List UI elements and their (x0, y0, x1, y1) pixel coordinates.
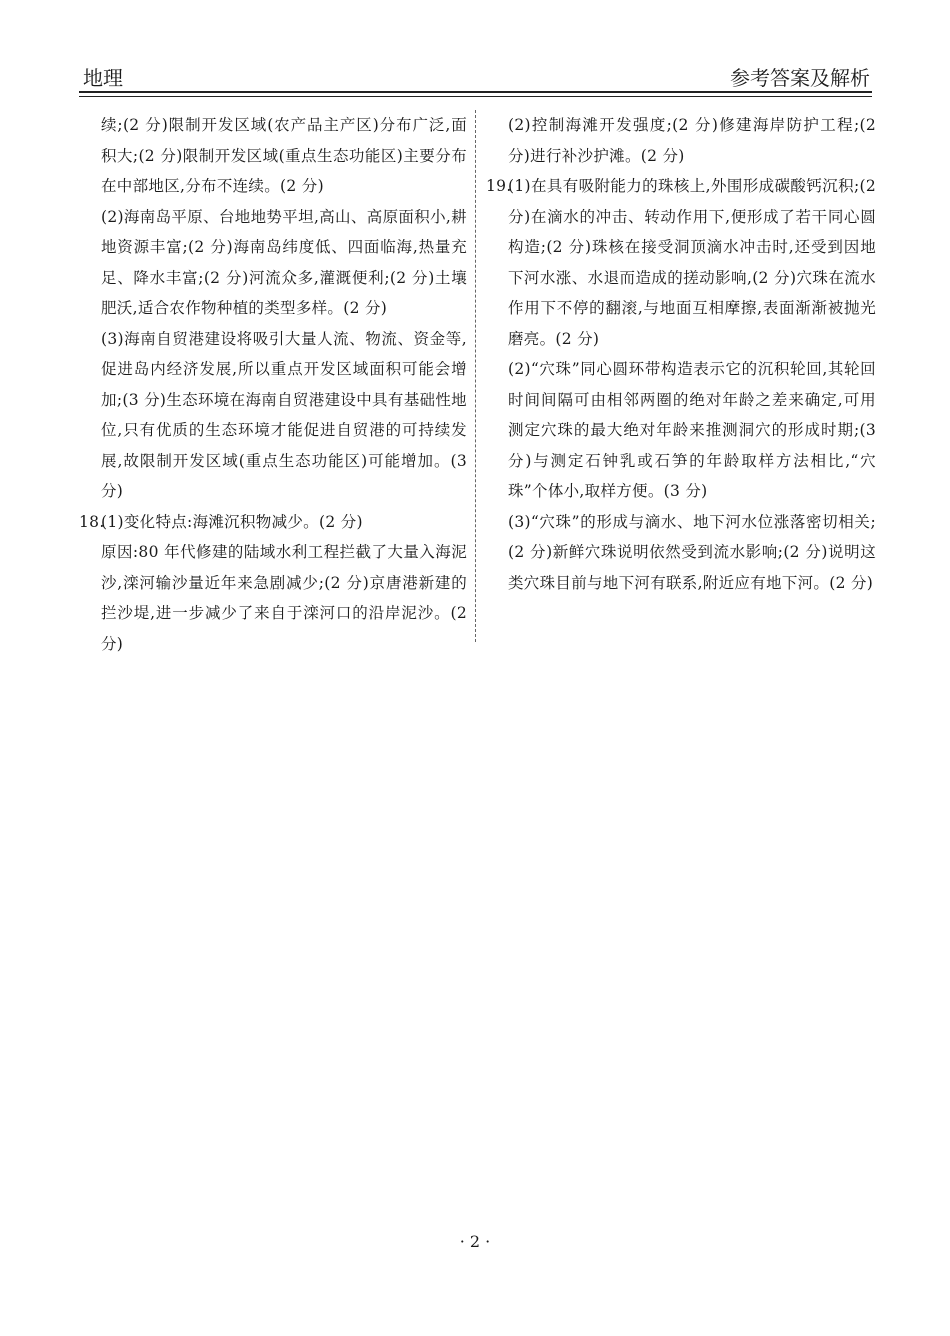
question-number: 19. (486, 177, 512, 195)
column-divider (475, 110, 476, 642)
q18-part-2: (2)控制海滩开发强度;(2 分)修建海岸防护工程;(2 分)进行补沙护滩。(2 分) (508, 116, 876, 165)
page-number: · 2 · (459, 1232, 491, 1251)
header-rule-thick (79, 91, 872, 93)
q18-part-1: (1)变化特点:海滩沉积物减少。(2 分) (101, 512, 363, 531)
q17-part-2: (2)海南岛平原、台地地势平坦,高山、高原面积小,耕地资源丰富;(2 分)海南岛纬度低、四面临海,热量充足、降水丰富;(2 分)河流众多,灌溉便利;(2 分)土壤肥沃,适合农作物种植的类型多样。(2 分) (101, 207, 467, 317)
right-column (486, 110, 876, 598)
subject-title: 地理 (83, 66, 123, 90)
q18-reason: 原因:80 年代修建的陆域水利工程拦截了大量入海泥沙,滦河输沙量近年来急剧减少;(2 分)京唐港新建的拦沙堤,进一步减少了来自于滦河口的沿岸泥沙。(2 分) (101, 543, 467, 653)
question-19 (486, 171, 876, 598)
section-title: 参考答案及解析 (730, 66, 870, 90)
q17-part-3: (3)海南自贸港建设将吸引大量人流、物流、资金等,促进岛内经济发展,所以重点开发区域面积可能会增加;(3 分)生态环境在海南自贸港建设中具有基础性地位,只有优质的生态环境才能促进自贸港的可持续发展,故限制开发区域(重点生态功能区)可能增加。(3 分) (101, 329, 467, 500)
left-column (79, 110, 467, 659)
header-rule-thin (79, 96, 872, 97)
question-18 (79, 507, 467, 660)
q19-part-2: (2)“穴珠”同心圆环带构造表示它的沉积轮回,其轮回时间间隔可由相邻两圈的绝对年龄之差来确定,可用测定穴珠的最大绝对年龄来推测洞穴的形成时期;(3 分)与测定石钟乳或石笋的年龄取样方法相比,“穴珠”个体小,取样方便。(3 分) (508, 360, 876, 500)
question-number: 18. (79, 512, 105, 531)
q19-part-3: (3)“穴珠”的形成与滴水、地下河水位涨落密切相关;(2 分)新鲜穴珠说明依然受到流水影响;(2 分)说明这类穴珠目前与地下河有联系,附近应有地下河。(2 分) (508, 512, 876, 592)
q17-continuation: 续;(2 分)限制开发区域(农产品主产区)分布广泛,面积大;(2 分)限制开发区域(重点生态功能区)主要分布在中部地区,分布不连续。(2 分) (101, 116, 467, 195)
q19-part-1: (1)在具有吸附能力的珠核上,外围形成碳酸钙沉积;(2 分)在滴水的冲击、转动作用下,便形成了若干同心圆构造;(2 分)珠核在接受洞顶滴水冲击时,还受到因地下河水涨、水退而造成的搓动影响,(2 分)穴珠在流水作用下不停的翻滚,与地面互相摩擦,表面渐渐被抛光磨亮。(2 分) (508, 177, 876, 348)
page-header (79, 62, 872, 92)
